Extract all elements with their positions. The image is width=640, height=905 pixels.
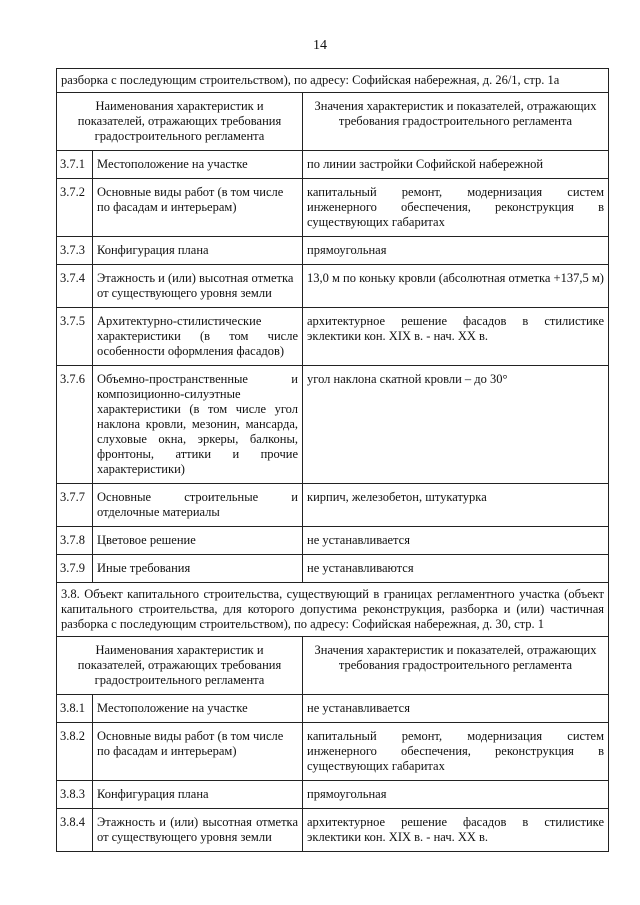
row-name: Объемно-пространственные и композиционно-силуэтные характеристики (в том числе угол наклона кровли, мезонин, мансарда, слуховые окна, эркеры, балконы, фронтоны, аттики и прочие характеристики) [93,366,303,484]
row-number: 3.7.4 [57,265,93,308]
table-row [57,723,609,781]
row-value: угол наклона скатной кровли – до 30° [303,366,609,484]
row-name: Местоположение на участке [93,695,303,723]
row-number: 3.7.5 [57,308,93,366]
row-value: по линии застройки Софийской набережной [303,151,609,179]
table-row [57,366,609,484]
row-name: Местоположение на участке [93,151,303,179]
header-row [57,637,609,695]
intro-row [57,69,609,93]
row-value: не устанавливается [303,527,609,555]
page-number: 14 [313,38,327,53]
row-name: Основные виды работ (в том числе по фасадам и интерьерам) [93,723,303,781]
row-name: Основные строительные и отделочные материалы [93,484,303,527]
table-row [57,265,609,308]
row-name: Конфигурация плана [93,781,303,809]
intro-text: разборка с последующим строительством), по адресу: Софийская набережная, д. 26/1, стр. 1а [57,69,609,93]
row-number: 3.8.2 [57,723,93,781]
header-left: Наименования характеристик и показателей, отражающих требования градостроительного регламента [57,93,303,151]
regulation-table [56,68,609,852]
header-left: Наименования характеристик и показателей, отражающих требования градостроительного регламента [57,637,303,695]
header-right: Значения характеристик и показателей, отражающих требования градостроительного регламента [303,93,609,151]
row-number: 3.7.9 [57,555,93,583]
row-value: прямоугольная [303,781,609,809]
row-value: капитальный ремонт, модернизация систем инженерного обеспечения, реконструкция в существующих габаритах [303,723,609,781]
row-number: 3.7.6 [57,366,93,484]
table-row [57,484,609,527]
row-name: Этажность и (или) высотная отметка от существующего уровня земли [93,265,303,308]
row-value: прямоугольная [303,237,609,265]
row-number: 3.7.1 [57,151,93,179]
row-name: Цветовое решение [93,527,303,555]
row-value: архитектурное решение фасадов в стилистике эклектики кон. XIX в. - нач. XX в. [303,308,609,366]
row-name: Архитектурно-стилистические характеристики (в том числе особенности оформления фасадов) [93,308,303,366]
row-value: капитальный ремонт, модернизация систем инженерного обеспечения, реконструкция в существующих габаритах [303,179,609,237]
row-value: 13,0 м по коньку кровли (абсолютная отметка +137,5 м) [303,265,609,308]
table-row [57,555,609,583]
row-number: 3.7.2 [57,179,93,237]
row-number: 3.7.7 [57,484,93,527]
table-row [57,237,609,265]
row-value: кирпич, железобетон, штукатурка [303,484,609,527]
row-number: 3.8.3 [57,781,93,809]
row-value: не устанавливается [303,695,609,723]
row-number: 3.8.1 [57,695,93,723]
row-number: 3.8.4 [57,809,93,852]
header-row [57,93,609,151]
table-row [57,781,609,809]
row-number: 3.7.3 [57,237,93,265]
row-number: 3.7.8 [57,527,93,555]
table-row [57,151,609,179]
table-row [57,308,609,366]
table-row [57,809,609,852]
table-row [57,695,609,723]
row-name: Конфигурация плана [93,237,303,265]
row-value: архитектурное решение фасадов в стилистике эклектики кон. XIX в. - нач. XX в. [303,809,609,852]
section-3-8-title: 3.8. Объект капитального строительства, существующий в границах регламентного участка (объект капитального строительства, для которого допустима реконструкция, разборка и (или) частичная разборка с последующим строительством), по адресу: Софийская набережная, д. 30, стр. 1 [57,583,609,637]
row-name: Иные требования [93,555,303,583]
row-value: не устанавливаются [303,555,609,583]
row-name: Основные виды работ (в том числе по фасадам и интерьерам) [93,179,303,237]
table-row [57,527,609,555]
row-name: Этажность и (или) высотная отметка от существующего уровня земли [93,809,303,852]
table-row [57,179,609,237]
header-right: Значения характеристик и показателей, отражающих требования градостроительного регламента [303,637,609,695]
section-title-row [57,583,609,637]
